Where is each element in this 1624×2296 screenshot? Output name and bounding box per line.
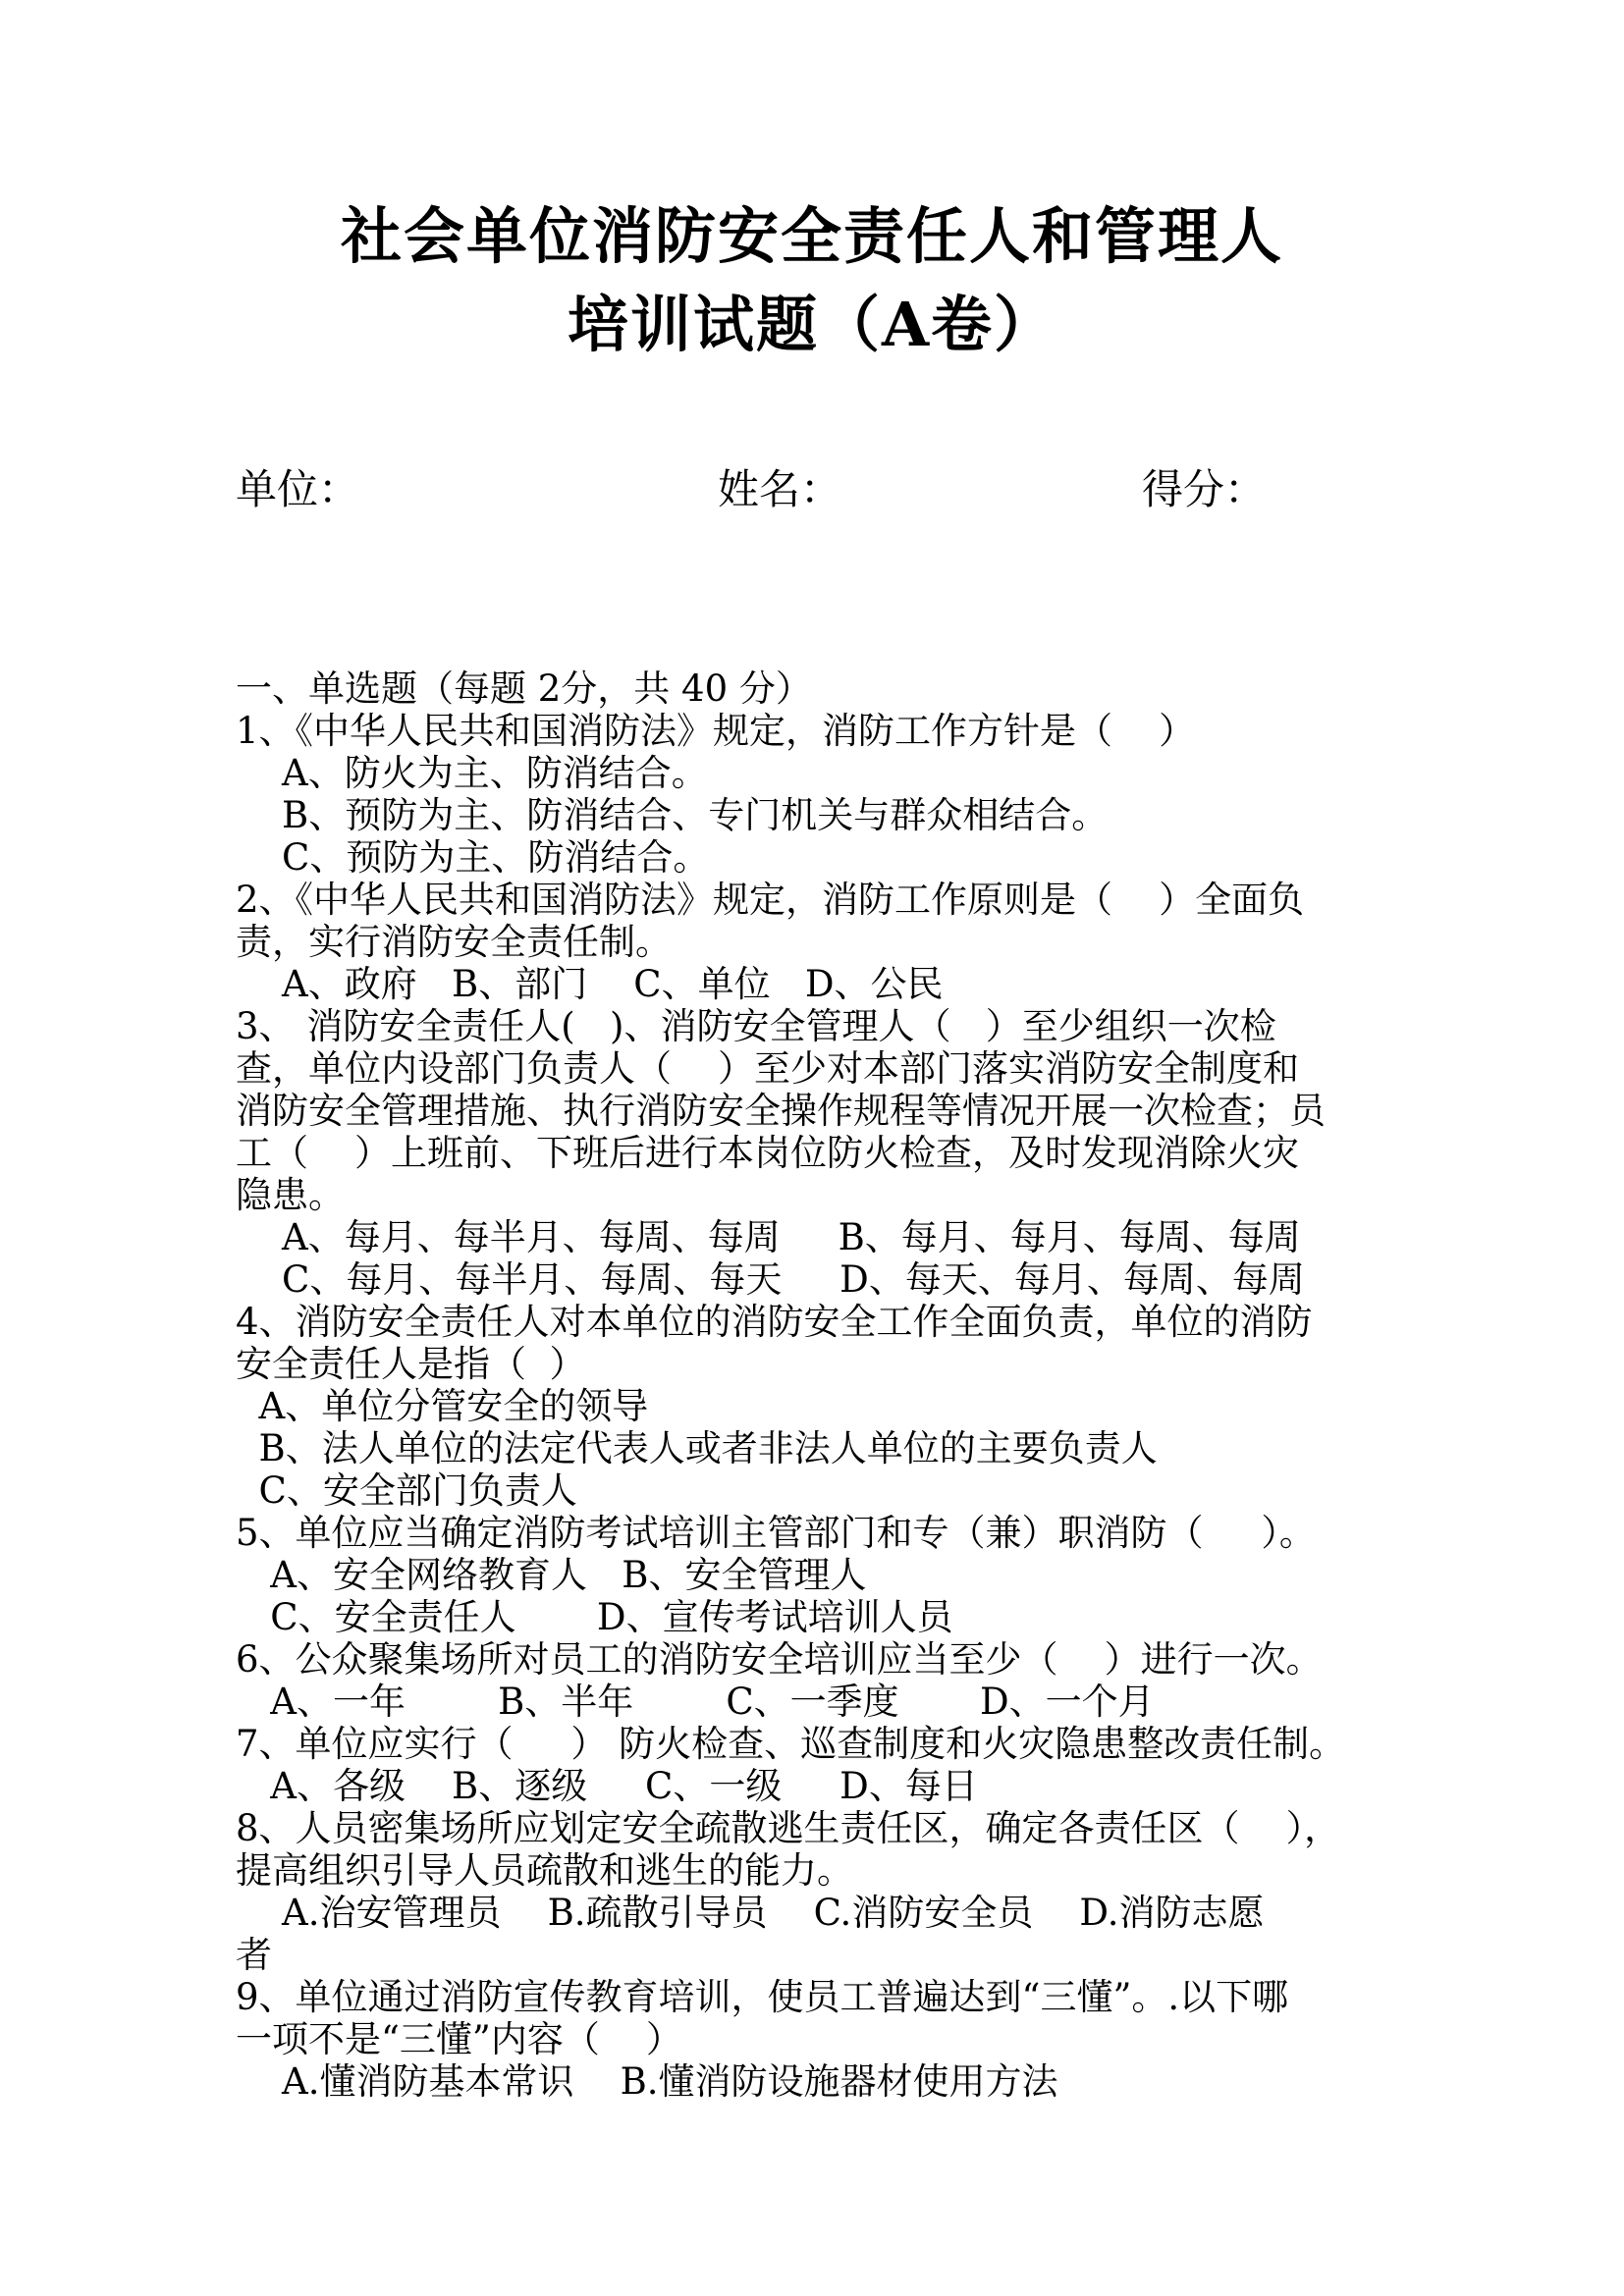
question-line: 查，单位内设部门负责人（ ）至少对本部门落实消防安全制度和 — [236, 1047, 1300, 1090]
question-line: 3、 消防安全责任人( )、消防安全管理人（ ）至少组织一次检 — [236, 1005, 1276, 1047]
question-line: A、防火为主、防消结合。 — [236, 752, 708, 794]
question-line: 1、《中华人民共和国消防法》规定，消防工作方针是（ ） — [236, 710, 1196, 752]
question-line: 安全责任人是指（ ） — [236, 1343, 586, 1385]
document-title: 社会单位消防安全责任人和管理人 — [340, 200, 1283, 272]
question-line: 9、单位通过消防宣传教育培训，使员工普遍达到“三懂”。.以下哪 — [236, 1976, 1289, 2018]
question-line: 隐患。 — [236, 1174, 345, 1216]
question-line: C、安全部门负责人 — [236, 1469, 577, 1512]
question-line: 责，实行消防安全责任制。 — [236, 921, 672, 963]
question-line: A.治安管理员 B.疏散引导员 C.消防安全员 D.消防志愿 — [236, 1892, 1265, 1934]
question-line: 提高组织引导人员疏散和逃生的能力。 — [236, 1849, 853, 1892]
question-line: 5、单位应当确定消防考试培训主管部门和专（兼）职消防（ ）。 — [236, 1512, 1316, 1554]
question-line: 2、《中华人民共和国消防法》规定，消防工作原则是（ ）全面负 — [236, 879, 1305, 921]
document-subtitle: 培训试题（A卷） — [567, 289, 1057, 360]
question-line: C、每月、每半月、每周、每天 D、每天、每月、每周、每周 — [236, 1258, 1305, 1301]
question-line: A、一年 B、半年 C、一季度 D、一个月 — [236, 1681, 1155, 1723]
question-line: A、单位分管安全的领导 — [236, 1385, 649, 1427]
question-line: A、政府 B、部门 C、单位 D、公民 — [236, 963, 944, 1005]
question-line: 消防安全管理措施、执行消防安全操作规程等情况开展一次检查；员 — [236, 1090, 1326, 1132]
question-line: A、安全网络教育人 B、安全管理人 — [236, 1554, 867, 1596]
section-heading: 一、单选题（每题 2分，共 40 分） — [236, 667, 812, 710]
question-line: 8、人员密集场所应划定安全疏散逃生责任区，确定各责任区（ ）， — [236, 1807, 1341, 1849]
unit-label: 单位： — [236, 465, 360, 513]
name-label: 姓名： — [718, 465, 842, 513]
question-line: 者 — [236, 1934, 272, 1976]
question-line: A、每月、每半月、每周、每周 B、每月、每月、每周、每周 — [236, 1216, 1301, 1258]
question-line: C、预防为主、防消结合。 — [236, 836, 710, 879]
question-line: 工（ ）上班前、下班后进行本岗位防火检查，及时发现消除火灾 — [236, 1132, 1300, 1174]
question-line: A.懂消防基本常识 B.懂消防设施器材使用方法 — [236, 2060, 1058, 2103]
question-line: 4、消防安全责任人对本单位的消防安全工作全面负责，单位的消防 — [236, 1301, 1313, 1343]
question-line: 7、单位应实行（ ） 防火检查、巡查制度和火灾隐患整改责任制。 — [236, 1723, 1346, 1765]
question-line: C、安全责任人 D、宣传考试培训人员 — [236, 1596, 953, 1638]
question-line: 6、公众聚集场所对员工的消防安全培训应当至少（ ）进行一次。 — [236, 1638, 1323, 1681]
question-line: A、各级 B、逐级 C、一级 D、每日 — [236, 1765, 978, 1807]
question-line: B、预防为主、防消结合、专门机关与群众相结合。 — [236, 794, 1109, 836]
score-label: 得分： — [1142, 465, 1267, 513]
question-line: B、法人单位的法定代表人或者非法人单位的主要负责人 — [236, 1427, 1158, 1469]
question-line: 一项不是“三懂”内容（ ） — [236, 2018, 682, 2060]
